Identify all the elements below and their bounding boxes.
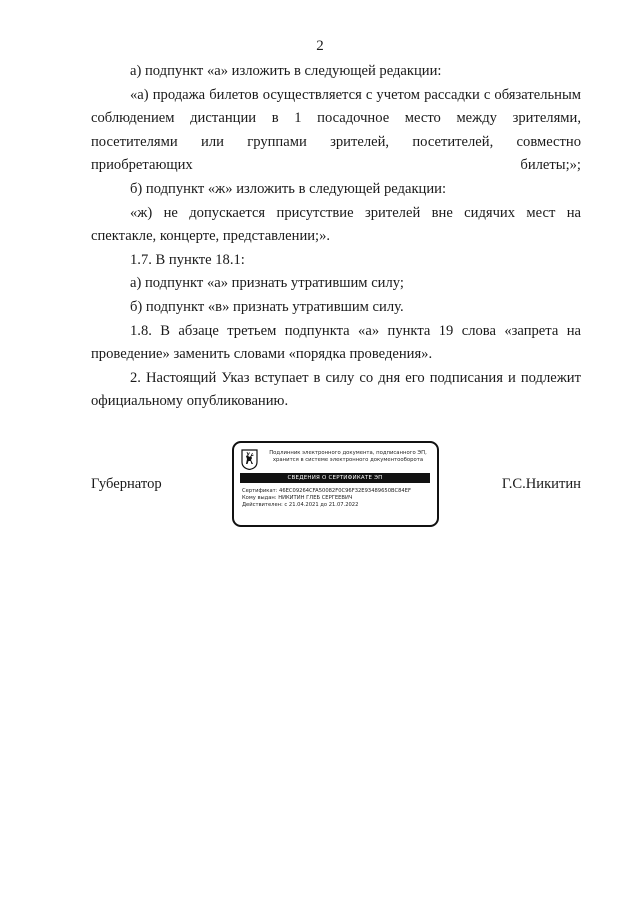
paragraph-item-1-7: 1.7. В пункте 18.1: bbox=[130, 251, 245, 268]
paragraph-item-1-7-v: б) подпункт «в» признать утратившим силу. bbox=[130, 298, 404, 315]
stamp-header: Подлинник электронного документа, подписанного ЭП, хранится в системе электронного документооборота bbox=[269, 450, 427, 463]
paragraph-item-1-8: 1.8. В абзаце третьем подпункта «а» пункта 19 слова «запрета на проведение» заменить словами «порядка проведения». bbox=[91, 322, 581, 363]
paragraph-subpoint-zh-text: «ж) не допускается присутствие зрителей вне сидячих мест на спектакле, концерте, представлении;». bbox=[91, 204, 581, 245]
stamp-certificate-validity: Действителен: с 21.04.2021 до 21.07.2022 bbox=[242, 502, 359, 508]
paragraph-item-1-7-a: а) подпункт «а» признать утратившим силу; bbox=[130, 275, 404, 292]
stamp-certificate-owner: Кому выдан: НИКИТИН ГЛЕБ СЕРГЕЕВИЧ bbox=[242, 495, 353, 501]
deer-emblem-icon bbox=[241, 449, 258, 470]
signer-position: Губернатор bbox=[91, 476, 162, 492]
paragraph-subpoint-a-intro: а) подпункт «а» изложить в следующей редакции: bbox=[130, 63, 442, 79]
document-body bbox=[91, 60, 581, 414]
stamp-certificate-title: СВЕДЕНИЯ О СЕРТИФИКАТЕ ЭП bbox=[240, 473, 430, 483]
stamp-certificate-details bbox=[242, 488, 434, 509]
signature-block bbox=[91, 441, 581, 527]
paragraph-subpoint-zh-intro: б) подпункт «ж» изложить в следующей редакции: bbox=[130, 180, 447, 197]
stamp-certificate-number: Сертификат: 46EC09264CFA50082F0C96F32E93489650BC84EF bbox=[242, 488, 411, 494]
page-number: 2 bbox=[316, 38, 324, 54]
paragraph-subpoint-a-text: «а) продажа билетов осуществляется с учетом рассадки с обязательным соблюдением дистанции в 1 посадочное место между зрителями, посетителями или группами зрителей, посетителей, совместно приобретающих билеты;»; bbox=[91, 86, 581, 174]
electronic-signature-stamp bbox=[232, 441, 439, 527]
paragraph-item-2: 2. Настоящий Указ вступает в силу со дня его подписания и подлежит официальному опубликованию. bbox=[91, 369, 581, 410]
signer-name: Г.С.Никитин bbox=[501, 476, 581, 492]
